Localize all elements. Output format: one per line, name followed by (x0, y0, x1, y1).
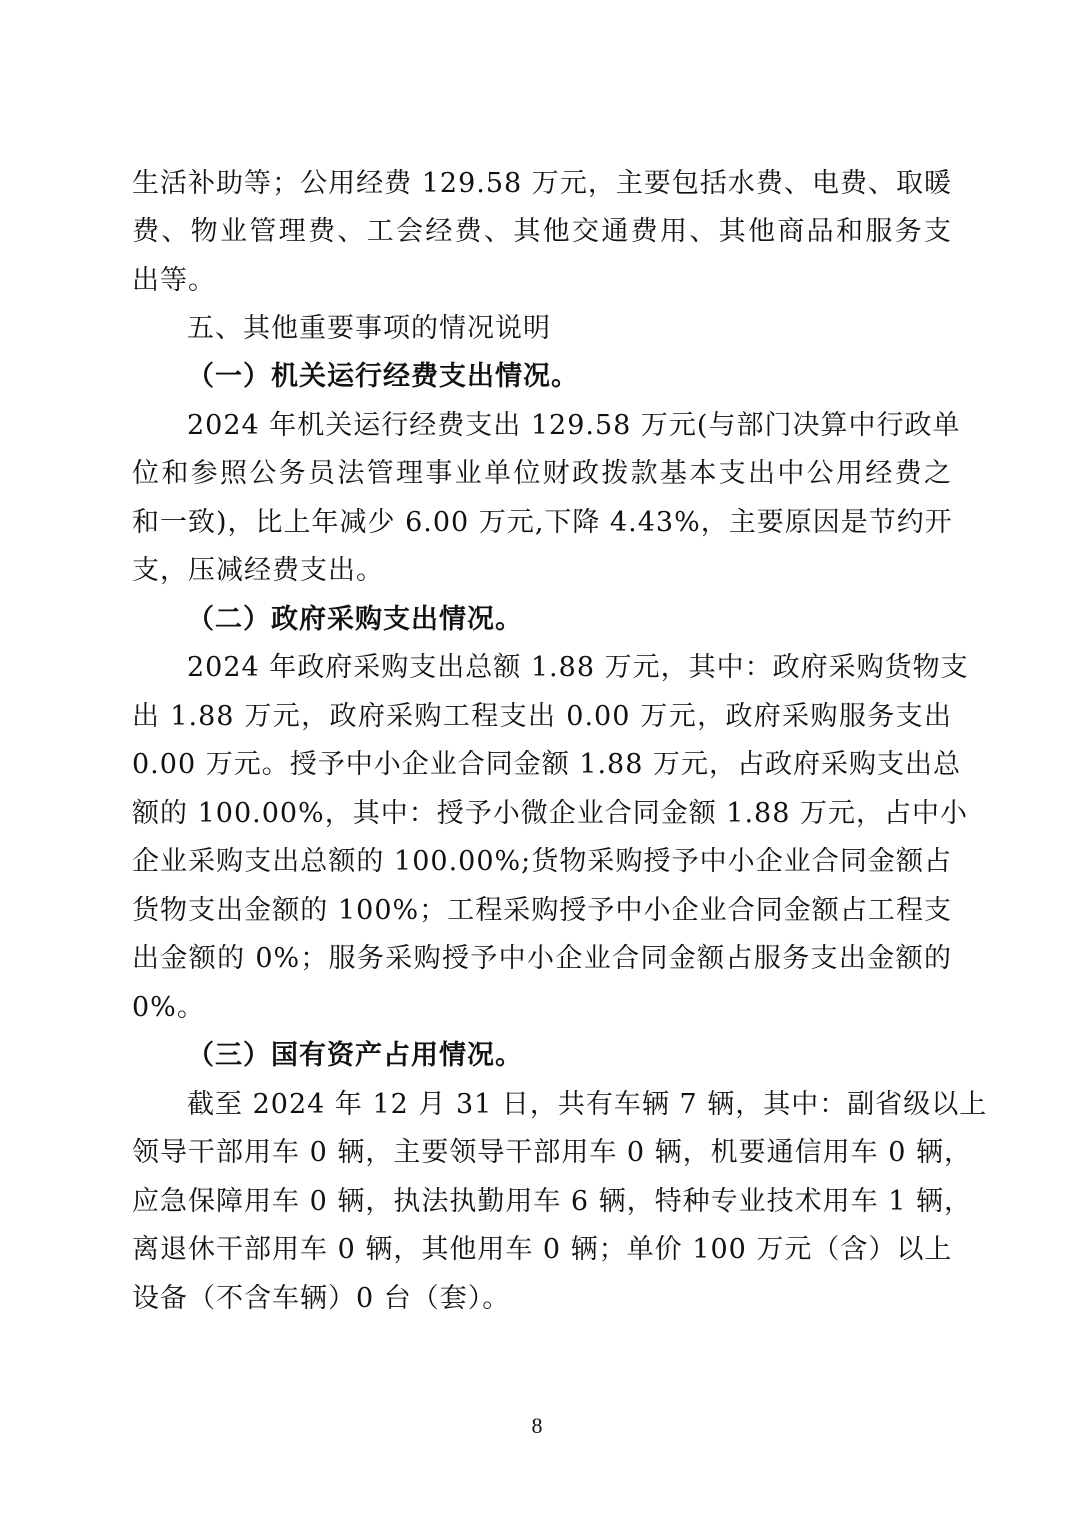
subsection-heading: （二）政府采购支出情况。 (187, 604, 523, 635)
paragraph-line: 设备（不含车辆）0 台（套）。 (132, 1283, 511, 1314)
paragraph-line: 企业采购支出总额的 100.00%;货物采购授予中小企业合同金额占 (132, 846, 952, 877)
subsection-heading: （一）机关运行经费支出情况。 (187, 361, 579, 392)
paragraph-line: 和一致)，比上年减少 6.00 万元,下降 4.43%，主要原因是节约开 (132, 507, 953, 538)
paragraph-line: 货物支出金额的 100%；工程采购授予中小企业合同金额占工程支 (132, 895, 952, 926)
paragraph-line: 离退休干部用车 0 辆，其他用车 0 辆；单价 100 万元（含）以上 (132, 1234, 953, 1265)
section-heading: 五、其他重要事项的情况说明 (187, 313, 551, 344)
paragraph-line: 领导干部用车 0 辆，主要领导干部用车 0 辆，机要通信用车 0 辆， (132, 1137, 973, 1168)
paragraph-line: 0.00 万元。授予中小企业合同金额 1.88 万元，占政府采购支出总 (132, 749, 961, 780)
paragraph-line: 2024 年机关运行经费支出 129.58 万元(与部门决算中行政单 (187, 410, 961, 441)
paragraph-line: 位和参照公务员法管理事业单位财政拨款基本支出中公用经费之 (132, 458, 952, 489)
page-number: 8 (531, 1413, 543, 1438)
paragraph-line: 出等。 (132, 265, 216, 296)
paragraph-line: 费、物业管理费、工会经费、其他交通费用、其他商品和服务支 (132, 216, 952, 247)
paragraph-line: 应急保障用车 0 辆，执法执勤用车 6 辆，特种专业技术用车 1 辆， (132, 1186, 973, 1217)
paragraph-line: 2024 年政府采购支出总额 1.88 万元，其中：政府采购货物支 (187, 652, 969, 683)
paragraph-line: 出 1.88 万元，政府采购工程支出 0.00 万元，政府采购服务支出 (132, 701, 952, 732)
paragraph-line: 截至 2024 年 12 月 31 日，共有车辆 7 辆，其中：副省级以上 (187, 1089, 988, 1120)
paragraph-line: 出金额的 0%；服务采购授予中小企业合同金额占服务支出金额的 (132, 943, 952, 974)
paragraph-line: 生活补助等；公用经费 129.58 万元，主要包括水费、电费、取暖 (132, 168, 952, 199)
paragraph-line: 额的 100.00%，其中：授予小微企业合同金额 1.88 万元，占中小 (132, 798, 968, 829)
paragraph-line: 支，压减经费支出。 (132, 555, 384, 586)
paragraph-line: 0%。 (132, 992, 205, 1023)
subsection-heading: （三）国有资产占用情况。 (187, 1040, 523, 1071)
